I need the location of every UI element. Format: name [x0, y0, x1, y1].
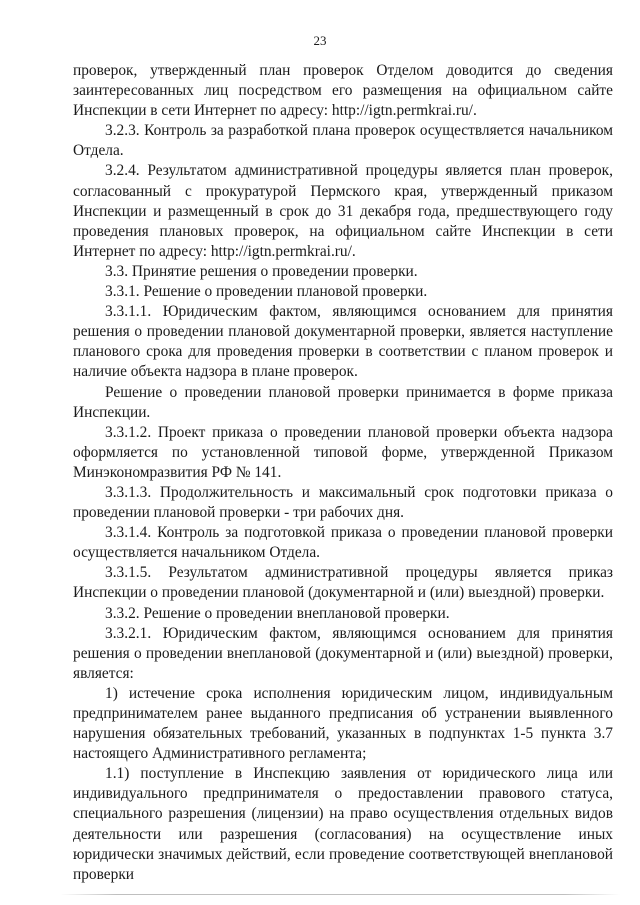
paragraph-3-3-1-1: 3.3.1.1. Юридическим фактом, являющимся основанием для принятия решения о проведении плановой документарной проверки, является наступление планового срока для проведения проверки в соответствии с планом проверок и наличие объекта надзора в плане проверок.: [73, 303, 613, 381]
section-heading-3-3: 3.3. Принятие решения о проведении проверки.: [105, 262, 418, 280]
document-body: [73, 61, 613, 885]
paragraph-decision-form: Решение о проведении плановой проверки принимается в форме приказа Инспекции.: [73, 383, 613, 421]
page-number: 23: [313, 33, 327, 48]
paragraph-continuation: проверок, утвержденный план проверок Отделом доводится до сведения заинтересованных лиц посредством его размещения на официальном сайте Инспекции в сети Интернет по адресу: http://igtn.permkrai.ru/.: [73, 62, 613, 120]
section-heading-3-3-1: 3.3.1. Решение о проведении плановой проверки.: [105, 283, 428, 301]
paragraph-3-3-2-1: 3.3.2.1. Юридическим фактом, являющимся основанием для принятия решения о проведении внеплановой (документарной и (или) выездной) проверки, является:: [73, 624, 613, 682]
paragraph-3-3-1-3: 3.3.1.3. Продолжительность и максимальный срок подготовки приказа о проведении плановой проверки - три рабочих дня.: [73, 483, 613, 522]
section-heading-3-3-2: 3.3.2. Решение о проведении внеплановой проверки.: [105, 604, 450, 622]
list-item-1-1: 1.1) поступление в Инспекцию заявления от юридического лица или индивидуального предпринимателя о предоставлении правового статуса, специального разрешения (лицензии) на право осуществления отдельных видов деятельности или разрешения (согласования) на осуществление иных юридически значимых действий, если проведение соответствующей внеплановой проверки: [73, 765, 613, 883]
list-item-1: 1) истечение срока исполнения юридическим лицом, индивидуальным предпринимателем ранее выданного предписания об устранении выявленного нарушения обязательных требований, указанных в подпунктах 1-5 пункта 3.7 настоящего Административного регламента;: [73, 684, 613, 763]
paragraph-3-3-1-5: 3.3.1.5. Результатом административной процедуры является приказ Инспекции о проведении плановой (документарной и (или) выездной) проверки.: [73, 564, 613, 602]
paragraph-3-2-3: 3.2.3. Контроль за разработкой плана проверок осуществляется начальником Отдела.: [73, 122, 613, 160]
paragraph-3-3-1-2: 3.3.1.2. Проект приказа о проведении плановой проверки объекта надзора оформляется по установленной типовой форме, утвержденной Приказом Минэкономразвития РФ № 141.: [73, 423, 613, 481]
paragraph-3-3-1-4: 3.3.1.4. Контроль за подготовкой приказа о проведении плановой проверки осуществляется начальником Отдела.: [73, 524, 613, 562]
scan-edge-line: [60, 894, 620, 895]
paragraph-3-2-4: 3.2.4. Результатом административной процедуры является план проверок, согласованный с прокуратурой Пермского края, утвержденный приказом Инспекции и размещенный в срок до 31 декабря года, предшествующего году проведения плановых проверок, на официальном сайте Инспекции в сети Интернет по адресу: http://igtn.permkrai.ru/.: [73, 162, 613, 260]
